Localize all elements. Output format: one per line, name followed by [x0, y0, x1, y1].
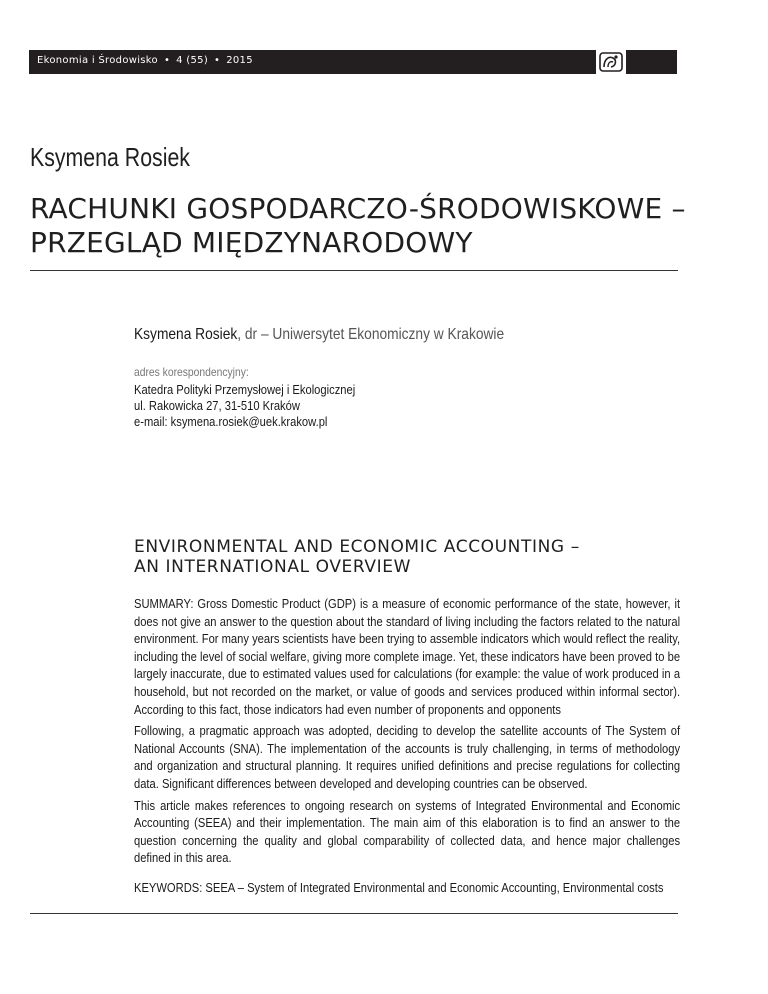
correspondence-address	[134, 364, 355, 430]
english-title	[134, 537, 580, 577]
article-title	[30, 192, 686, 260]
keywords: KEYWORDS: SEEA – System of Integrated Environmental and Economic Accounting, Environmental costs	[134, 880, 664, 895]
journal-header-bar	[29, 50, 677, 74]
header-separator: •	[163, 55, 171, 66]
author-affiliation	[134, 326, 504, 344]
abstract	[134, 595, 680, 871]
journal-year: 2015	[226, 55, 253, 66]
title-divider	[30, 270, 678, 271]
article-title-line: PRZEGLĄD MIĘDZYNARODOWY	[30, 226, 473, 259]
affiliation-author-name: Ksymena Rosiek	[134, 326, 238, 343]
journal-logo-icon	[596, 50, 626, 74]
article-title-line: RACHUNKI GOSPODARCZO-ŚRODOWISKOWE –	[30, 192, 686, 225]
header-separator: •	[214, 55, 221, 66]
abstract-paragraph: Following, a pragmatic approach was adopted, deciding to develop the satellite accounts of The System of National Accounts (SNA). The implementation of the accounts is truly challenging, in terms of methodology and organization and structural planning. It requires unified definitions and precise regulations for collecting data. Significant differences between developed and developing countries can be observed.	[134, 723, 681, 791]
abstract-paragraph: This article makes references to ongoing research on systems of Integrated Environmental and Economic Accounting (SEEA) and their implementation. The main aim of this elaboration is to find an answer to the question concerning the quality and global comparability of collected data, and hence major challenges defined in this area.	[134, 797, 681, 866]
address-line: ul. Rakowicka 27, 31-510 Kraków	[134, 398, 300, 413]
footer-divider	[30, 913, 678, 914]
english-title-line: ENVIRONMENTAL AND ECONOMIC ACCOUNTING –	[134, 537, 580, 557]
journal-issue: 4 (55)	[176, 55, 209, 66]
english-title-line: AN INTERNATIONAL OVERVIEW	[134, 557, 411, 577]
address-email: e-mail: ksymena.rosiek@uek.krakow.pl	[134, 414, 328, 429]
address-label: adres korespondencyjny:	[134, 365, 249, 379]
journal-name: Ekonomia i Środowisko	[37, 55, 158, 66]
journal-logo-icon	[599, 52, 623, 72]
journal-header-text	[37, 55, 253, 66]
affiliation-details: , dr – Uniwersytet Ekonomiczny w Krakowie	[237, 326, 505, 343]
address-line: Katedra Polityki Przemysłowej i Ekologicznej	[134, 382, 356, 397]
article-author: Ksymena Rosiek	[30, 142, 190, 172]
abstract-paragraph: SUMMARY: Gross Domestic Product (GDP) is a measure of economic performance of the state, however, it does not give an answer to the question about the standard of living including the factors related to the natural environment. For many years scientists have been trying to assemble indicators which would reflect the reality, including the level of social welfare, giving more complete image. Yet, these indicators have been proved to be largely inaccurate, due to estimated values used for calculations (for example: the value of work produced in a household, but not recorded on the market, or value of goods and services produced within informal sector). According to this fact, those indicators had even number of proponents and opponents	[134, 596, 681, 717]
